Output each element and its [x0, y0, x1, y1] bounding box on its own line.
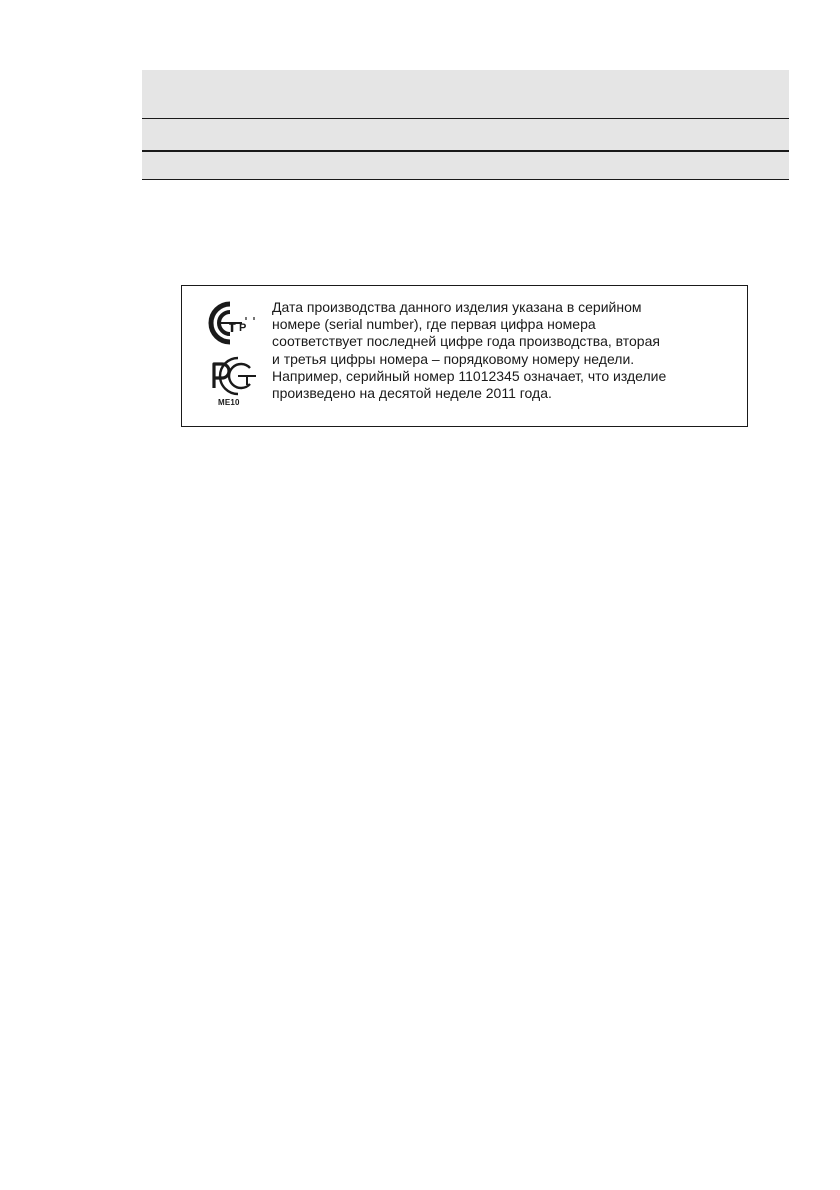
header-row-2	[142, 119, 789, 150]
pct-logo-code: МЕ10	[218, 398, 240, 407]
svg-text:Т: Т	[229, 322, 236, 334]
header-rule-3	[142, 179, 789, 180]
notice-text	[272, 299, 742, 402]
svg-text:Р: Р	[239, 322, 247, 334]
header-row-3	[142, 152, 789, 179]
page-header-table	[142, 70, 789, 180]
pct-certification-mark-icon	[202, 354, 258, 398]
tr-certification-mark-icon	[202, 298, 258, 350]
notice-line: Например, серийный номер 11012345 означает, что изделие	[272, 367, 667, 384]
notice-line: и третья цифры номера – порядковому номеру недели.	[272, 350, 635, 367]
notice-line: Дата производства данного изделия указана в серийном	[272, 299, 642, 315]
notice-line: номере (serial number), где первая цифра номера	[272, 316, 596, 333]
header-row-1	[142, 70, 789, 118]
production-date-notice	[181, 285, 748, 427]
certification-logos	[202, 298, 260, 418]
notice-line: произведено на десятой неделе 2011 года.	[272, 385, 552, 402]
notice-line: соответствует последней цифре года производства, вторая	[272, 333, 660, 350]
